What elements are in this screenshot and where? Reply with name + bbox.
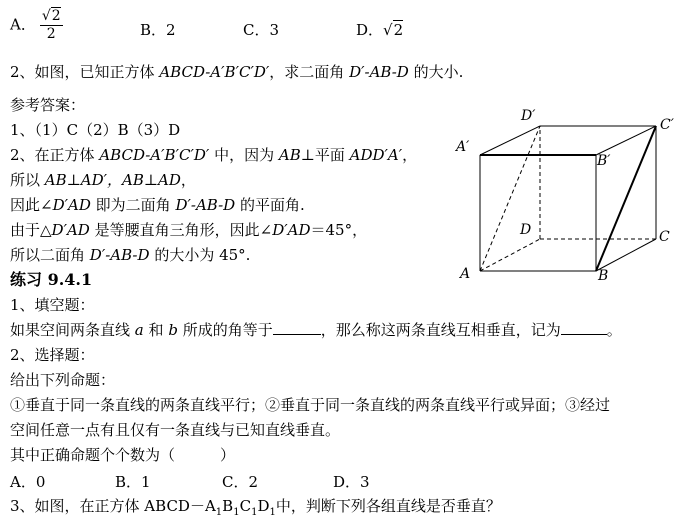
question-2: 2、如图，已知正方体 ABCD-A′B′C′D′，求二面角 D′-AB-D 的大小. [10,63,464,81]
edge-B-C [596,239,656,271]
option-b: B．2 [140,21,176,39]
option-a-label: A． [10,15,36,34]
option-a-fraction: $\frac{√2}{2}$ [41,8,61,42]
exercise-q2-props-2: 空间任意一点有且仅有一条直线与已知直线垂直。 [10,421,341,439]
answer-2-line-1: 2、在正方体 ABCD-A′B′C′D′ 中，因为 AB⊥平面 ADD′A′， [10,146,418,164]
exercise-option-a: A．0 [10,473,46,491]
option-a [10,8,63,43]
fill-blank-2[interactable] [561,320,607,335]
option-c: C．3 [243,21,280,39]
option-d [356,20,403,40]
exercise-q1-text: 如果空间两条直线 a 和 b 所成的角等于 ，那么称这两条直线互相垂直，记为 。 [10,321,622,339]
exercise-option-b: B．1 [115,473,151,491]
dihedral-angle: D′-AB-D [349,63,409,81]
label-A: A [460,266,471,282]
label-Cp: C′ [660,117,674,133]
edge-Ap-Dp [480,126,540,155]
answer-2-line-2: 所以 AB⊥AD′，AB⊥AD， [10,171,196,189]
label-Bp: B′ [597,153,611,169]
diag-A-Dp [480,126,540,271]
edge-Cp-Bp [596,126,656,155]
answers-title: 参考答案： [10,96,86,114]
exercise-option-c: C．2 [222,473,259,491]
exercise-q2-props: ①垂直于同一条直线的两条直线平行；②垂直于同一条直线的两条直线平行或异面；③经过 [10,396,611,414]
option-a-denominator: 2 [46,26,56,42]
option-d-sqrt: √2 [383,21,404,39]
edge-A-D [480,239,540,271]
exercise-q3: 3、如图，在正方体 $ABCD-A_1B_1C_1D_1$中，判断下列各组直线是否垂直？ [10,497,501,518]
label-D: D [520,222,532,238]
answer-2-line-5: 所以二面角 D′-AB-D 的大小为 45°. [10,246,251,264]
exercise-option-d: D．3 [333,473,370,491]
label-Dp: D′ [521,108,536,124]
option-a-numerator: 2 [51,8,61,24]
exercise-title: 练习 9.4.1 [10,270,93,289]
fill-blank-1[interactable] [273,320,321,335]
exercise-q2-intro: 给出下列命题： [10,371,116,389]
option-d-label: D． [356,21,384,39]
label-C: C [659,229,670,245]
diag-B-Cp [596,126,656,271]
answer-2-line-4: 由于△D′AD 是等腰直角三角形，因此∠D′AD＝45°， [10,221,368,239]
label-B: B [598,268,609,283]
exercise-q1-title: 1、填空题： [10,296,95,314]
exercise-q2-ask: 其中正确命题个个数为（ ） [10,446,236,464]
answer-1: 1、（1）C（2）B（3）D [10,121,181,139]
cube-figure [454,103,690,283]
exercise-q2-title: 2、选择题： [10,346,95,364]
cube-name: ABCD-A′B′C′D′ [159,63,270,81]
answer-2-line-3: 因此∠D′AD 即为二面角 D′-AB-D 的平面角. [10,196,305,214]
label-Ap: A′ [456,139,470,155]
